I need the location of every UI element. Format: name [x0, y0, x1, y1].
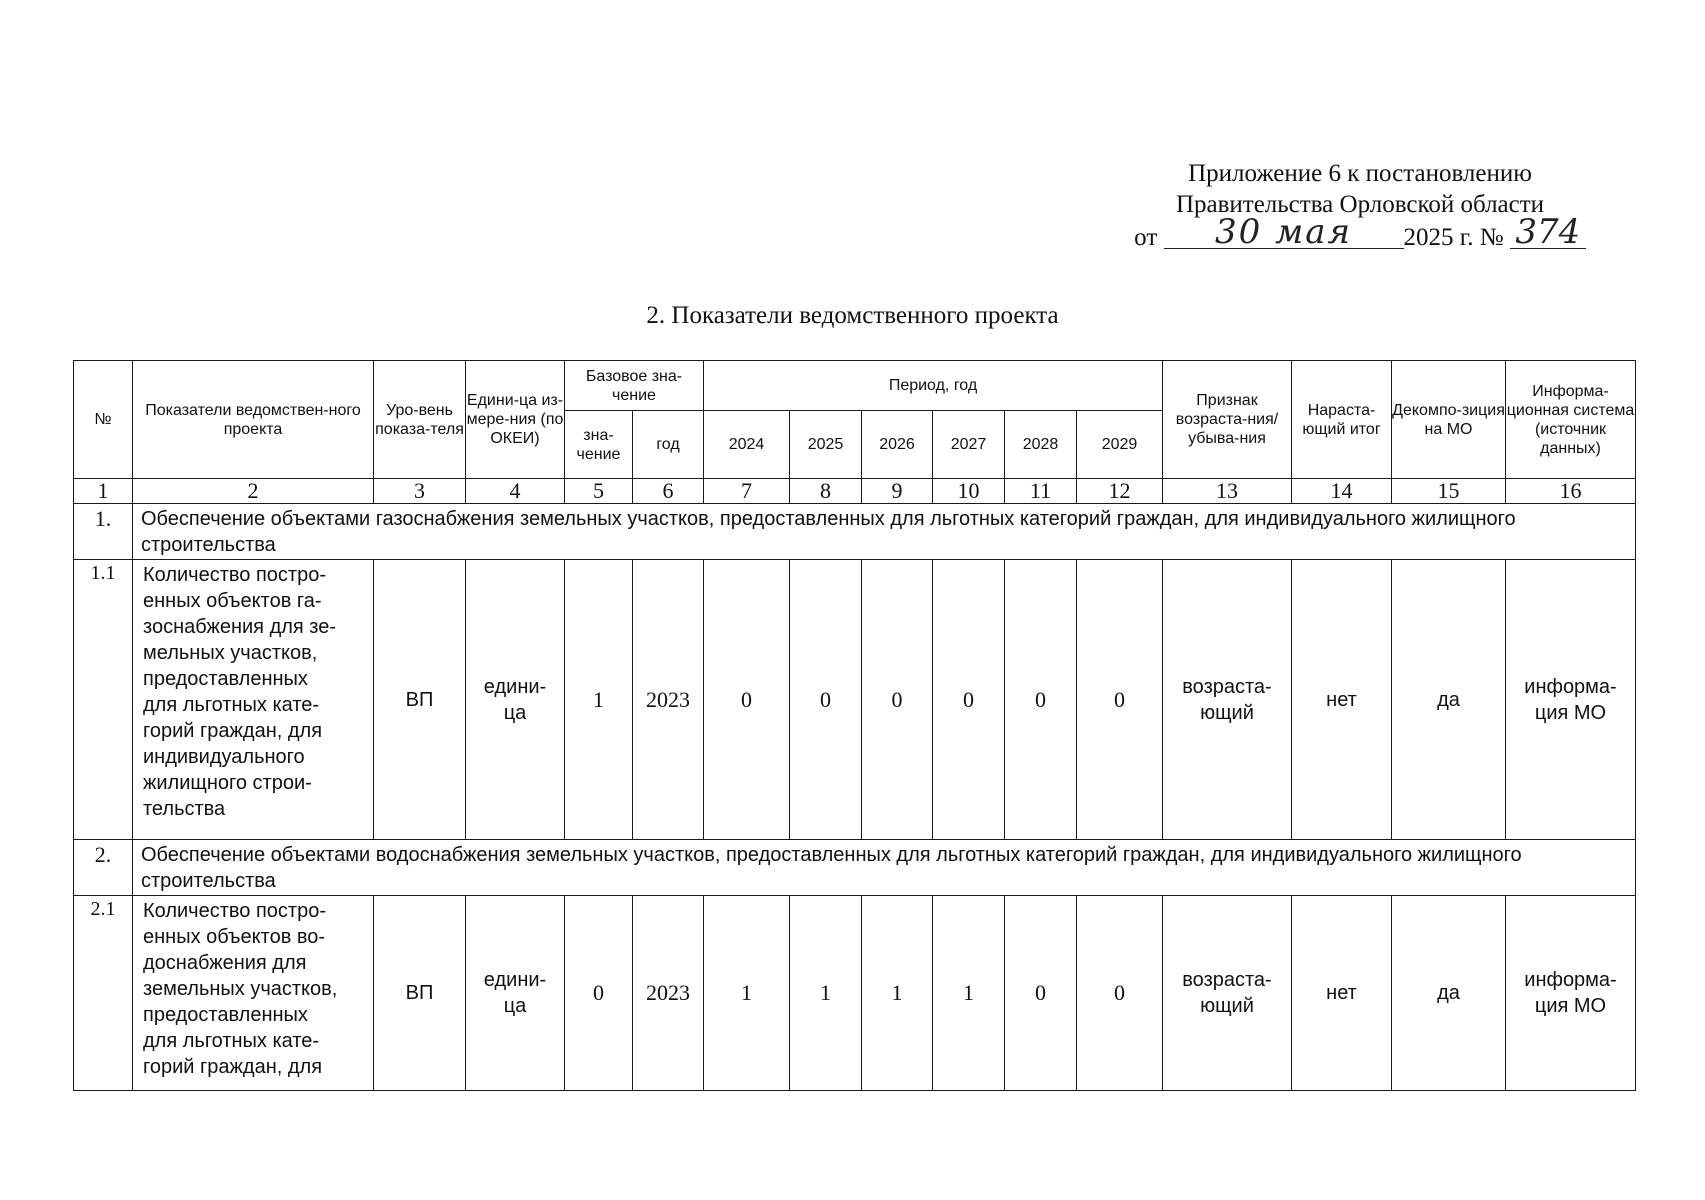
- indicator-row: [74, 560, 1636, 840]
- indicator-level: ВП: [374, 560, 466, 840]
- info-line: информа-: [1524, 969, 1617, 991]
- unit-line: едини-: [483, 969, 547, 991]
- header-row-1: [74, 361, 1636, 411]
- indicator-line: енных объектов га-: [143, 590, 322, 612]
- indicator-line: для льготных кате-: [143, 694, 320, 716]
- info-system: [1506, 896, 1636, 1091]
- indicator-line: для льготных кате-: [143, 1030, 320, 1052]
- cumulative-total: нет: [1292, 560, 1392, 840]
- section-number: 1.: [74, 504, 133, 560]
- indicator-line: жилищного строи-: [143, 772, 312, 794]
- row-number: 2.1: [74, 896, 133, 1091]
- value-2024: 1: [704, 896, 790, 1091]
- decomposition-mo: да: [1392, 560, 1506, 840]
- unit-of-measure: [466, 560, 565, 840]
- col-header-base-year: год: [633, 411, 704, 479]
- column-number: 15: [1392, 479, 1506, 504]
- column-number: 3: [374, 479, 466, 504]
- base-year: 2023: [633, 896, 704, 1091]
- column-number: 5: [565, 479, 633, 504]
- appendix-line: Приложение 6 к постановлению: [1188, 160, 1532, 187]
- base-value: 0: [565, 896, 633, 1091]
- indicator-line: предоставленных: [143, 668, 308, 690]
- sign-line: ющий: [1200, 701, 1254, 724]
- col-header-year-2024: 2024: [704, 411, 790, 479]
- indicator-line: земельных участков,: [143, 978, 338, 1000]
- indicator-line: зоснабжения для зе-: [143, 616, 337, 638]
- column-number: 16: [1506, 479, 1636, 504]
- from-label: от: [1134, 224, 1158, 251]
- indicators-table: [73, 360, 1636, 1091]
- indicator-level: ВП: [374, 896, 466, 1091]
- value-2027: 0: [933, 560, 1005, 840]
- base-value: 1: [565, 560, 633, 840]
- col-header-sign: Признак возраста-ния/ убыва-ния: [1163, 361, 1292, 479]
- indicator-line: индивидуального: [143, 746, 305, 768]
- indicator-line: Количество постро-: [143, 564, 326, 586]
- value-2026: 1: [862, 896, 933, 1091]
- indicator-row: [74, 896, 1636, 1091]
- section-title: Обеспечение объектами газоснабжения земельных участков, предоставленных для льготных категорий граждан, для индивидуального жилищного строительства: [133, 504, 1636, 560]
- value-2029: 0: [1077, 560, 1163, 840]
- column-number: 1: [74, 479, 133, 504]
- indicator-line: тельства: [143, 798, 226, 820]
- decomposition-mo: да: [1392, 896, 1506, 1091]
- value-2025: 0: [790, 560, 862, 840]
- indicator-name: [133, 896, 374, 1091]
- col-header-base: Базовое зна-чение: [565, 361, 704, 411]
- row-number: 1.1: [74, 560, 133, 840]
- section-row: [74, 504, 1636, 560]
- info-line: информа-: [1524, 675, 1617, 698]
- document-header: [1080, 158, 1640, 253]
- unit-of-measure: [466, 896, 565, 1091]
- date-number-line: [1080, 212, 1640, 253]
- col-header-year-2027: 2027: [933, 411, 1005, 479]
- value-2028: 0: [1005, 560, 1077, 840]
- handwritten-number: 374: [1510, 218, 1586, 249]
- col-header-base-value: зна-чение: [565, 411, 633, 479]
- cumulative-total: нет: [1292, 896, 1392, 1091]
- col-header-cumulative: Нараста-ющий итог: [1292, 361, 1392, 479]
- indicator-line: горий граждан, для: [143, 1056, 323, 1078]
- value-2027: 1: [933, 896, 1005, 1091]
- column-number: 14: [1292, 479, 1392, 504]
- government-line: Правительства Орловской области: [1175, 191, 1545, 218]
- col-header-year-2025: 2025: [790, 411, 862, 479]
- info-line: ция МО: [1534, 701, 1607, 724]
- col-header-period: Период, год: [704, 361, 1163, 411]
- column-number: 7: [704, 479, 790, 504]
- sign-line: ющий: [1200, 995, 1254, 1017]
- section-row: [74, 840, 1636, 896]
- indicator-line: мельных участков,: [143, 642, 318, 664]
- growth-sign: [1163, 896, 1292, 1091]
- column-number: 4: [466, 479, 565, 504]
- indicator-line: горий граждан, для: [143, 720, 323, 742]
- handwritten-date: 30 мая: [1164, 218, 1404, 249]
- sign-line: возраста-: [1182, 675, 1272, 698]
- col-header-indicator: Показатели ведомствен-ного проекта: [133, 361, 374, 479]
- value-2025: 1: [790, 896, 862, 1091]
- unit-line: ца: [503, 995, 527, 1017]
- value-2026: 0: [862, 560, 933, 840]
- col-header-year-2029: 2029: [1077, 411, 1163, 479]
- base-year: 2023: [633, 560, 704, 840]
- col-header-info-system: Информа-ционная система (источник данных): [1506, 361, 1636, 479]
- column-number: 8: [790, 479, 862, 504]
- info-system: [1506, 560, 1636, 840]
- value-2024: 0: [704, 560, 790, 840]
- col-header-level: Уро-вень показа-теля: [374, 361, 466, 479]
- info-line: ция МО: [1534, 995, 1607, 1017]
- value-2029: 0: [1077, 896, 1163, 1091]
- col-header-unit: Едини-ца из-мере-ния (по ОКЕИ): [466, 361, 565, 479]
- year-label: 2025 г. №: [1403, 224, 1504, 251]
- column-number: 9: [862, 479, 933, 504]
- unit-line: ца: [503, 701, 527, 724]
- indicator-line: доснабжения для: [143, 952, 307, 974]
- value-2028: 0: [1005, 896, 1077, 1091]
- section-title: Обеспечение объектами водоснабжения земельных участков, предоставленных для льготных категорий граждан, для индивидуального жилищного строительства: [133, 840, 1636, 896]
- col-header-year-2026: 2026: [862, 411, 933, 479]
- col-header-decomposition: Декомпо-зиция на МО: [1392, 361, 1506, 479]
- col-header-no: №: [74, 361, 133, 479]
- unit-line: едини-: [483, 675, 547, 698]
- growth-sign: [1163, 560, 1292, 840]
- column-number: 6: [633, 479, 704, 504]
- indicator-line: енных объектов во-: [143, 926, 326, 948]
- column-number: 10: [933, 479, 1005, 504]
- column-number: 11: [1005, 479, 1077, 504]
- indicator-line: Количество постро-: [143, 900, 326, 922]
- document-title: 2. Показатели ведомственного проекта: [646, 302, 1059, 329]
- column-number: 2: [133, 479, 374, 504]
- sign-line: возраста-: [1182, 969, 1272, 991]
- section-number: 2.: [74, 840, 133, 896]
- indicator-line: предоставленных: [143, 1004, 308, 1026]
- column-number: 13: [1163, 479, 1292, 504]
- indicator-name: [133, 560, 374, 840]
- column-number: 12: [1077, 479, 1163, 504]
- column-number-row: [74, 479, 1636, 504]
- col-header-year-2028: 2028: [1005, 411, 1077, 479]
